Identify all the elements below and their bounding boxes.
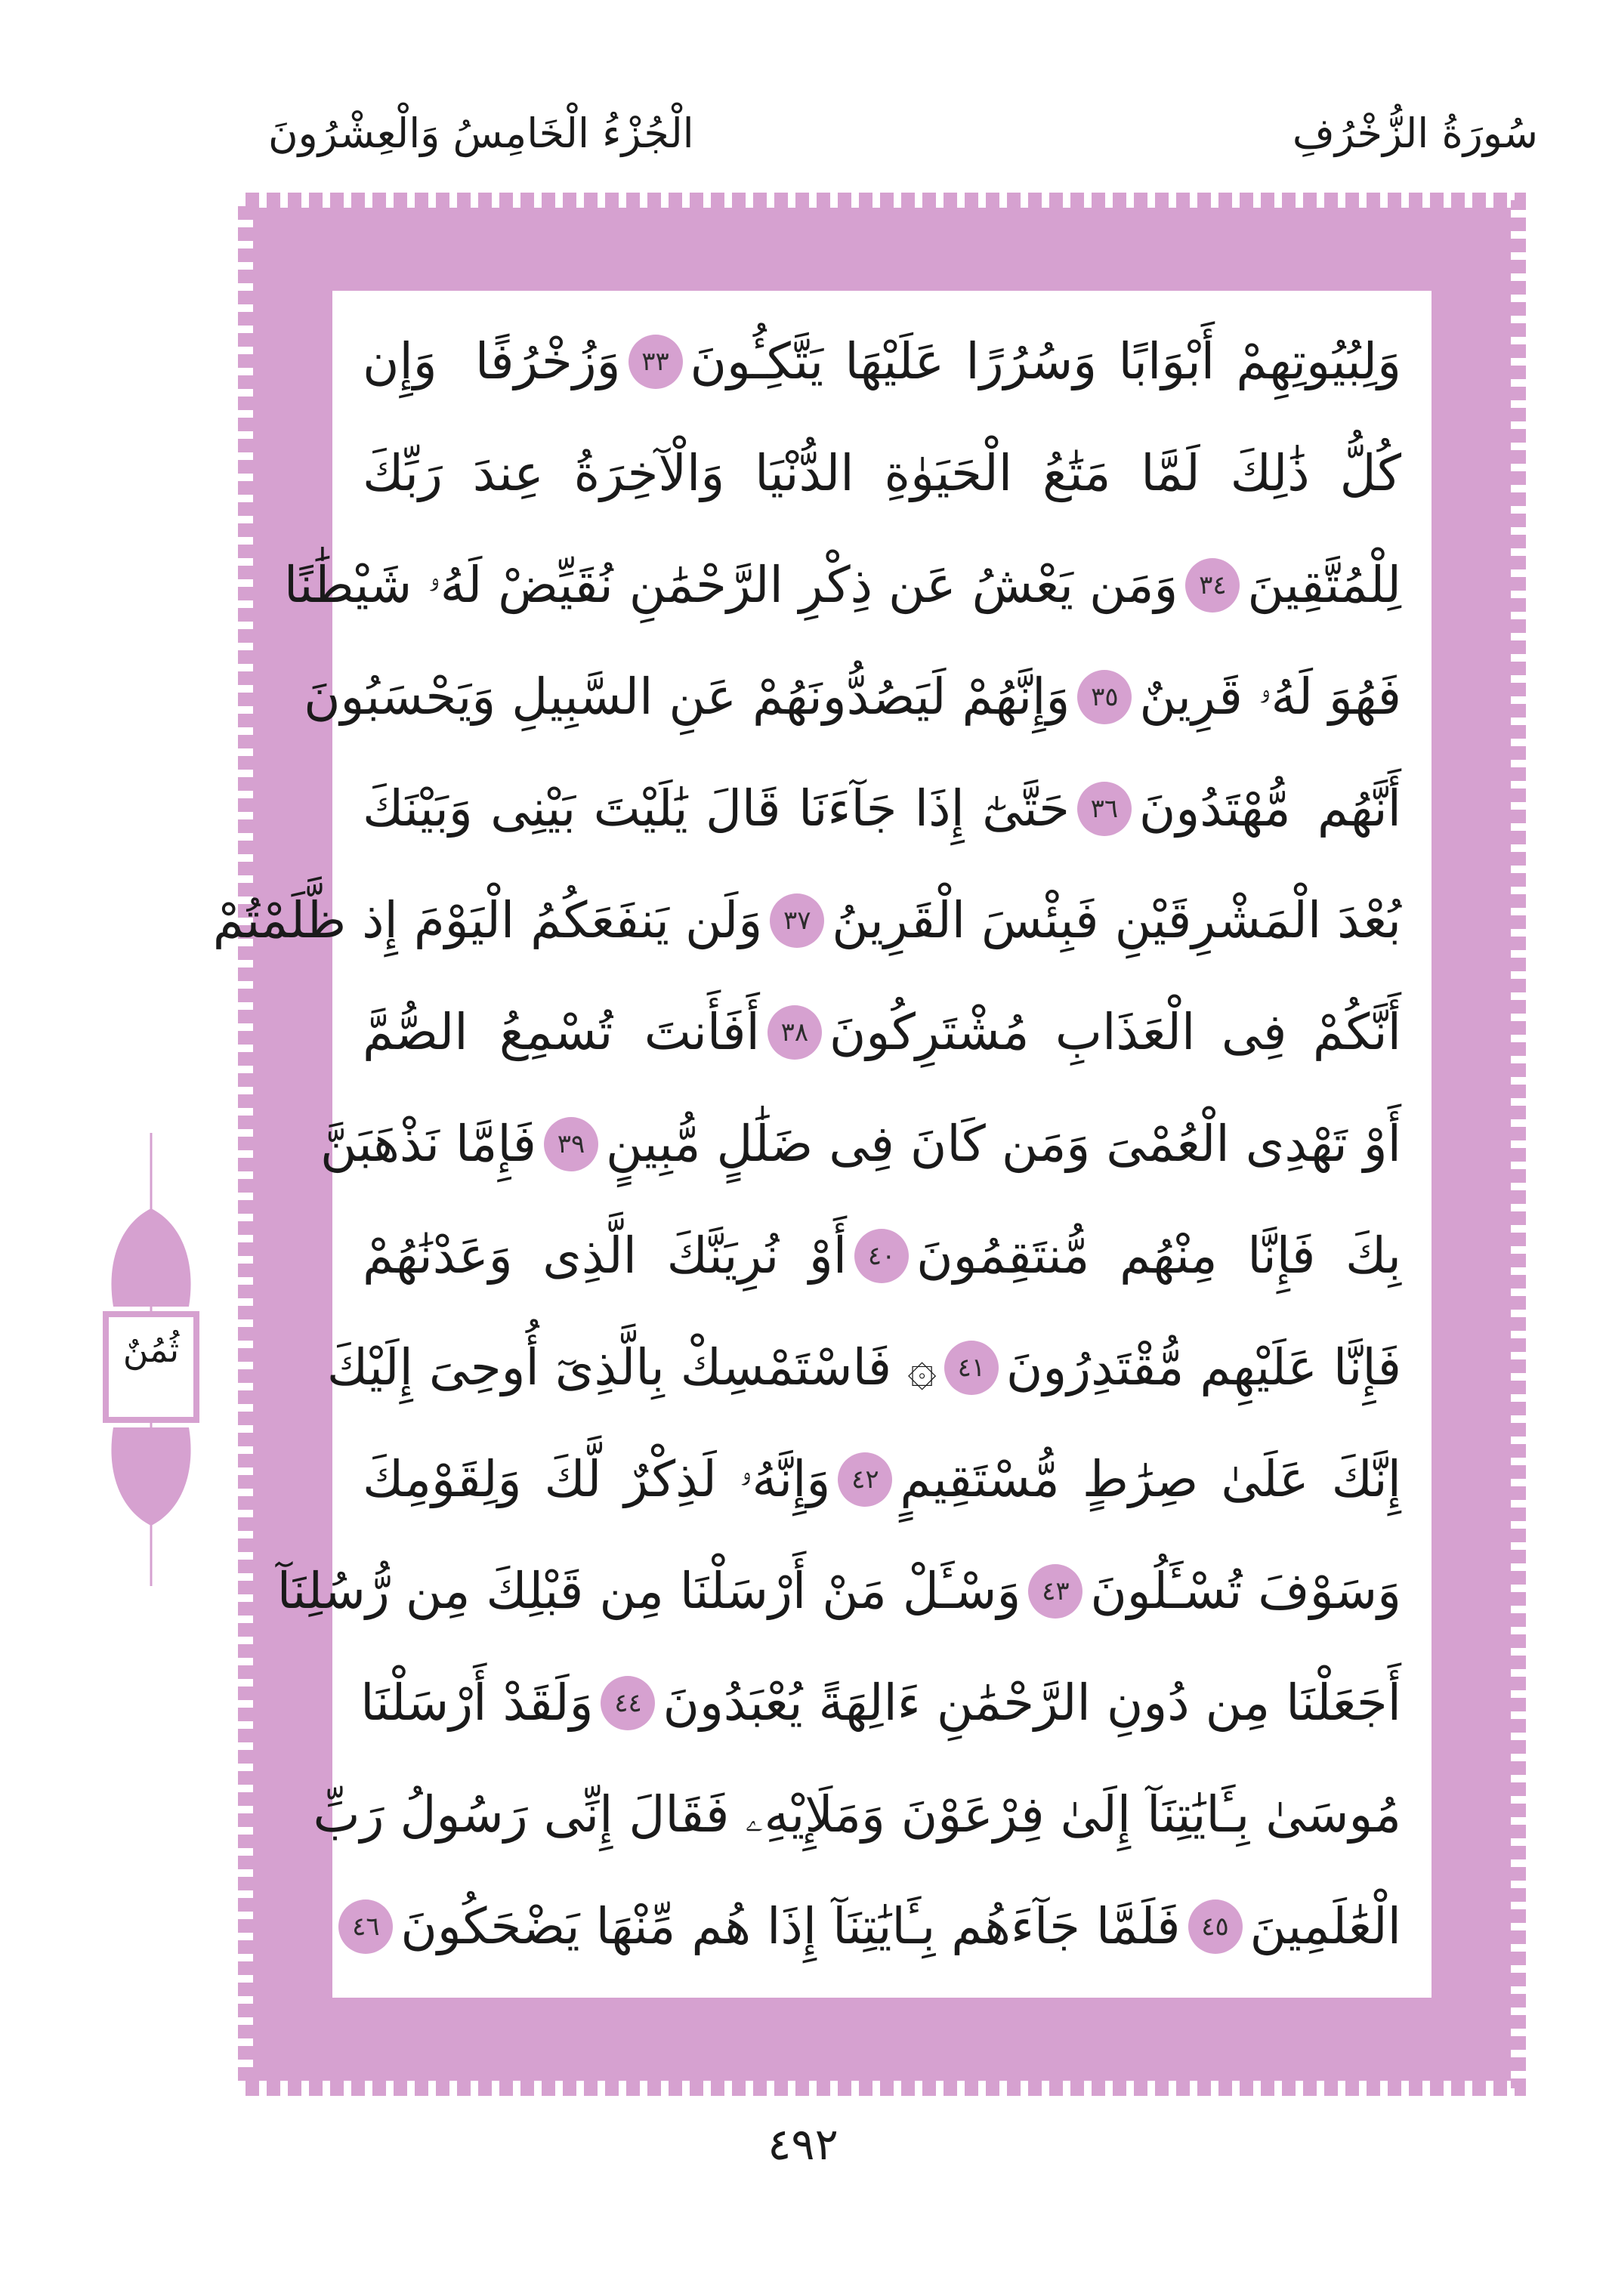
- ornamental-frame: [212, 208, 1511, 2081]
- line-text: أَنَّكُمْ فِى الْعَذَابِ مُشْتَرِكُونَ: [829, 1003, 1401, 1061]
- ayah-number-marker: ٤٠: [854, 1229, 909, 1283]
- line-text-after: حَتَّىٰٓ إِذَا جَآءَنَا قَالَ يَٰلَيْتَ بَيْنِى وَبَيْنَكَ: [363, 779, 1070, 838]
- ayah-number-marker: ٤٤: [601, 1676, 655, 1730]
- line-text-after: أَوْ نُرِيَنَّكَ الَّذِى وَعَدْنَٰهُمْ: [363, 1227, 848, 1285]
- line-text: وَلِبُيُوتِهِمْ أَبْوَابًا وَسُرُرًا عَلَيْهَا يَتَّكِـُٔونَ: [690, 332, 1401, 390]
- ayah-number-marker: ٣٥: [1077, 670, 1132, 724]
- text-line-6: [212, 865, 1401, 977]
- line-text-after: فَلَمَّا جَآءَهُم بِـَٔايَٰتِنَآ إِذَا هُم مِّنْهَا يَضْحَكُونَ: [400, 1897, 1181, 1955]
- juz-title: الْجُزْءُ الْخَامِسُ وَالْعِشْرُونَ: [268, 110, 694, 157]
- line-text-after: وَلَن يَنفَعَكُمُ الْيَوْمَ إِذ ظَّلَمْتُمْ: [212, 891, 763, 949]
- ayah-number-marker: ٤٢: [838, 1452, 892, 1507]
- line-text: فَهُوَ لَهُۥ قَرِينٌ: [1139, 668, 1401, 726]
- surah-title: سُورَةُ الزُّخْرُفِ: [1292, 110, 1538, 157]
- line-text-after: وَمَن يَعْشُ عَن ذِكْرِ الرَّحْمَٰنِ نُقَيِّضْ لَهُۥ شَيْطَٰنًا: [283, 556, 1178, 614]
- line-text-after: أَفَأَنتَ تُسْمِعُ الصُّمَّ: [363, 1003, 760, 1061]
- ayah-number-marker: ٣٧: [770, 893, 824, 948]
- line-text: أَوْ تَهْدِى الْعُمْىَ وَمَن كَانَ فِى ضَلَٰلٍ مُّبِينٍ: [606, 1115, 1401, 1173]
- ayah-number-marker: ٤١: [944, 1341, 999, 1395]
- line-text: مُوسَىٰ بِـَٔايَٰتِنَآ إِلَىٰ فِرْعَوْنَ وَمَلَإِيْهِۦ فَقَالَ إِنِّى رَسُولُ رَبِّ: [313, 1785, 1401, 1844]
- text-line-1: [363, 306, 1401, 418]
- line-text: إِنَّكَ عَلَىٰ صِرَٰطٍ مُّسْتَقِيمٍ: [900, 1450, 1401, 1508]
- line-text: الْعَٰلَمِينَ: [1249, 1897, 1401, 1955]
- text-line-4: [304, 641, 1401, 753]
- line-text: بُعْدَ الْمَشْرِقَيْنِ فَبِئْسَ الْقَرِينُ: [832, 891, 1401, 949]
- line-text-after: وَلَقَدْ أَرْسَلْنَا: [360, 1674, 594, 1732]
- ayah-number-marker: ٣٤: [1185, 558, 1240, 613]
- page-number: ٤٩٢: [767, 2119, 839, 2170]
- ayah-number-marker: ٤٥: [1188, 1899, 1243, 1954]
- line-text: وَسَوْفَ تُسْـَٔلُونَ: [1090, 1562, 1401, 1620]
- line-text-after: وَزُخْرُفًا وَإِن: [363, 332, 621, 390]
- line-text-after: ۞ فَاسْتَمْسِكْ بِالَّذِىٓ أُوحِىَ إِلَيْكَ: [326, 1338, 937, 1396]
- line-text: أَجَعَلْنَا مِن دُونِ الرَّحْمَٰنِ ءَالِهَةً يُعْبَدُونَ: [662, 1674, 1401, 1732]
- eighth-marker-label: ثُمُنٌ: [122, 1329, 180, 1370]
- text-line-10: [326, 1312, 1401, 1424]
- line-text: كُلُّ ذَٰلِكَ لَمَّا مَتَٰعُ الْحَيَوٰةِ الدُّنْيَا وَالْآخِرَةُ عِندَ رَبِّكَ: [363, 444, 1401, 502]
- text-line-15: [352, 1871, 1401, 1983]
- text-line-9: [363, 1200, 1401, 1312]
- text-line-14: [313, 1759, 1401, 1871]
- line-text: لِلْمُتَّقِينَ: [1247, 556, 1401, 614]
- text-line-5: [363, 753, 1401, 865]
- quran-text-lines: [212, 291, 1432, 1998]
- text-line-8: [320, 1088, 1401, 1200]
- ayah-number-marker: ٣٩: [544, 1117, 598, 1171]
- text-line-3: [283, 529, 1401, 641]
- ayah-number-marker: ٣٦: [1077, 782, 1132, 836]
- ayah-number-marker: ٣٣: [629, 335, 683, 389]
- ayah-number-marker: ٤٦: [338, 1899, 393, 1954]
- text-line-11: [363, 1424, 1401, 1535]
- text-panel: [212, 291, 1432, 1998]
- line-text: بِكَ فَإِنَّا مِنْهُم مُّنتَقِمُونَ: [916, 1227, 1401, 1285]
- text-line-7: [363, 977, 1401, 1088]
- text-line-12: [276, 1535, 1401, 1647]
- line-text-after: وَسْـَٔلْ مَنْ أَرْسَلْنَا مِن قَبْلِكَ مِن رُّسُلِنَآ: [276, 1562, 1021, 1620]
- ayah-number-marker: ٣٨: [767, 1005, 822, 1060]
- line-text-after: فَإِمَّا نَذْهَبَنَّ: [320, 1115, 537, 1173]
- text-line-13: [360, 1647, 1401, 1759]
- line-text: أَنَّهُم مُّهْتَدُونَ: [1138, 779, 1401, 838]
- text-line-2: [363, 418, 1401, 529]
- line-text-after: وَإِنَّهُمْ لَيَصُدُّونَهُمْ عَنِ السَّبِيلِ وَيَحْسَبُونَ: [304, 668, 1070, 726]
- line-text-after: وَإِنَّهُۥ لَذِكْرٌ لَّكَ وَلِقَوْمِكَ: [363, 1450, 831, 1508]
- line-text: فَإِنَّا عَلَيْهِم مُّقْتَدِرُونَ: [1005, 1338, 1401, 1396]
- ayah-number-marker: ٤٣: [1028, 1564, 1083, 1619]
